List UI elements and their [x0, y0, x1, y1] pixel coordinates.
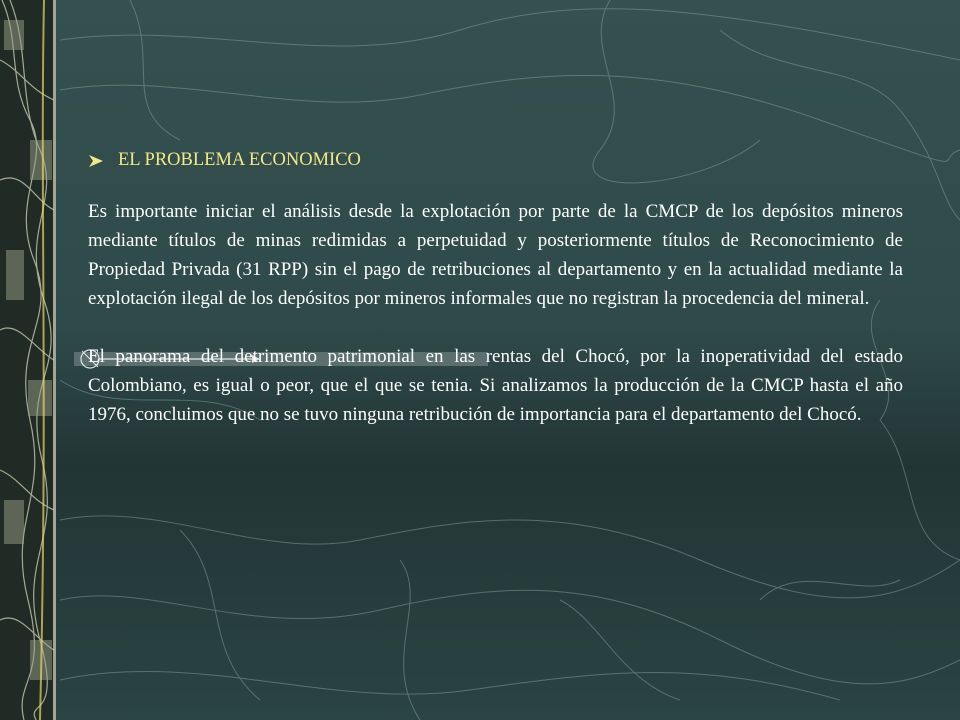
- arrowhead-bullet-icon: [88, 153, 104, 169]
- slide-content: [88, 150, 903, 429]
- paragraph-1: Es importante iniciar el análisis desde la explotación por parte de la CMCP de los depósitos mineros mediante títulos de minas redimidas a perpetuidad y posteriormente títulos de Reconocimiento de Propiedad Privada (31 RPP) sin el pago de retribuciones al departamento y en la actualidad mediante la explotación ilegal de los depósitos por mineros informales que no registran la procedencia del mineral.: [88, 201, 903, 309]
- map-strip-decoration: [0, 0, 56, 720]
- paragraph-2: El panorama del detrimento patrimonial en las rentas del Chocó, por la inoperatividad del estado Colombiano, es igual o peor, que el que se tenia. Si analizamos la producción de la CMCP hasta el año 1976, concluimos que no se tuvo ninguna retribución de importancia para el departamento del Chocó.: [88, 346, 903, 425]
- section-heading-text: EL PROBLEMA ECONOMICO: [118, 150, 361, 170]
- section-heading: [88, 150, 903, 171]
